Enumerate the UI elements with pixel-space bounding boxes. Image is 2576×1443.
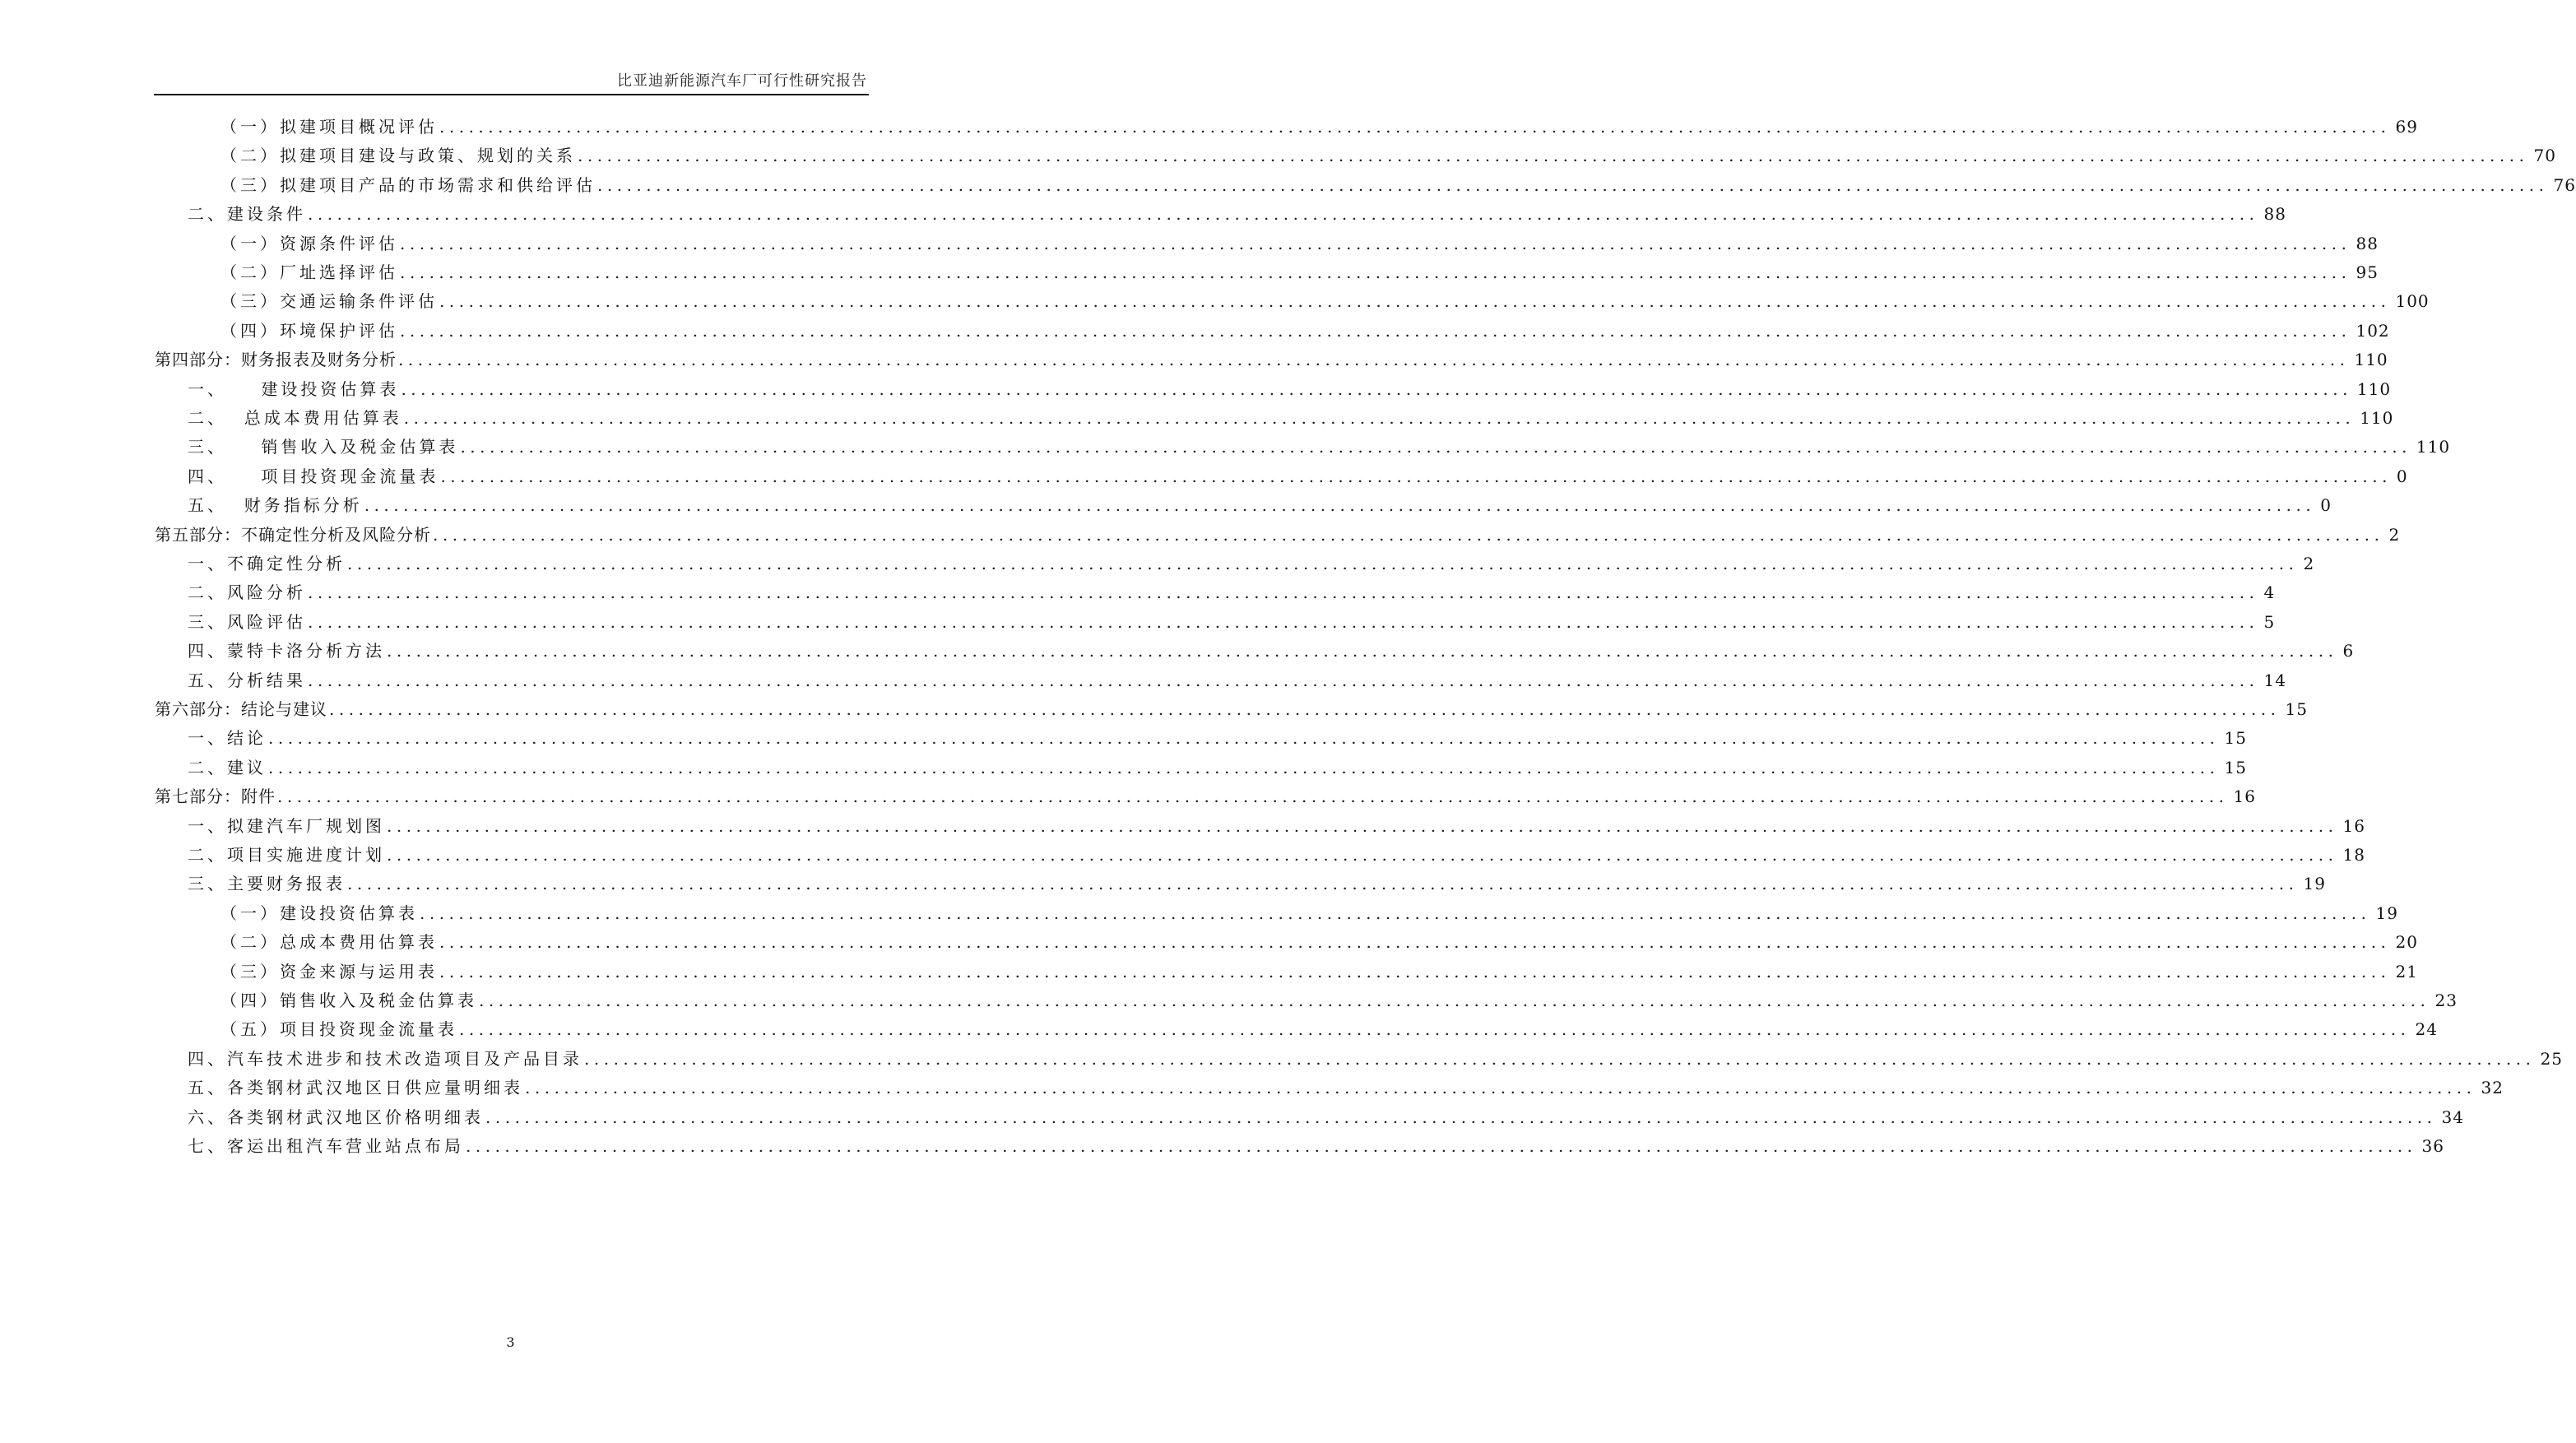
toc-entry[interactable]: [188, 725, 2247, 751]
toc-entry-page: 95: [2356, 262, 2379, 282]
toc-leader-dots: ........................................................................................................................................................................................................: [268, 758, 2220, 777]
toc-entry-title: 二、项目实施进度计划: [188, 845, 385, 865]
toc-entry-title: 一、不确定性分析: [188, 554, 346, 573]
toc-entry-title: 第六部分：结论与建议: [155, 699, 327, 719]
toc-entry-page: 16: [2233, 786, 2256, 806]
toc-entry-page: 15: [2285, 699, 2308, 719]
toc-leader-dots: ........................................................................................................................................................................................................: [277, 786, 2229, 806]
toc-leader-dots: ........................................................................................................................................................................................................: [440, 466, 2392, 486]
toc-entry-page: 36: [2421, 1136, 2444, 1156]
toc-leader-dots: ........................................................................................................................................................................................................: [329, 699, 2281, 719]
toc-entry-page: 70: [2533, 146, 2556, 165]
toc-leader-dots: ........................................................................................................................................................................................................: [387, 641, 2338, 661]
toc-entry[interactable]: [188, 405, 2394, 431]
toc-entry-page: 24: [2415, 1019, 2438, 1039]
toc-leader-dots: ........................................................................................................................................................................................................: [439, 932, 2391, 952]
toc-entry[interactable]: [220, 114, 2418, 140]
toc-entry[interactable]: [220, 958, 2418, 985]
toc-leader-dots: ........................................................................................................................................................................................................: [308, 670, 2259, 690]
toc-entry-title: 第七部分：附件: [155, 786, 276, 806]
toc-entry-title: 二、建设条件: [188, 204, 306, 224]
toc-entry-page: 88: [2263, 204, 2286, 224]
toc-entry-title: 第五部分：不确定性分析及风险分析: [155, 525, 431, 545]
toc-leader-dots: ........................................................................................................................................................................................................: [308, 204, 2259, 224]
toc-entry[interactable]: [220, 929, 2418, 955]
toc-entry[interactable]: [155, 346, 2388, 373]
toc-entry[interactable]: [188, 376, 2392, 402]
toc-leader-dots: ........................................................................................................................................................................................................: [466, 1136, 2417, 1156]
toc-leader-dots: ........................................................................................................................................................................................................: [347, 554, 2299, 573]
toc-leader-dots: ........................................................................................................................................................................................................: [439, 291, 2391, 311]
toc-entry[interactable]: [188, 813, 2365, 839]
toc-entry-page: 110: [2356, 379, 2392, 399]
toc-entry[interactable]: [188, 870, 2326, 897]
toc-entry-title: （二）拟建项目建设与政策、规划的关系: [220, 146, 576, 165]
toc-entry-page: 88: [2356, 234, 2379, 253]
toc-entry-page: 2: [2388, 525, 2401, 545]
toc-entry[interactable]: [220, 230, 2379, 257]
toc-entry-title: 一、结论: [188, 728, 267, 748]
toc-leader-dots: ........................................................................................................................................................................................................: [308, 582, 2259, 602]
toc-leader-dots: ........................................................................................................................................................................................................: [439, 962, 2391, 981]
toc-entry-page: 102: [2356, 321, 2390, 341]
toc-entry-page: 110: [2416, 437, 2451, 457]
toc-entry-page: 19: [2303, 874, 2326, 893]
toc-entry-page: 0: [2396, 466, 2408, 486]
toc-entry[interactable]: [220, 1016, 2438, 1042]
toc-entry[interactable]: [188, 550, 2315, 577]
toc-entry-title: （三）交通运输条件评估: [220, 291, 438, 311]
toc-entry[interactable]: [220, 259, 2379, 285]
toc-entry-page: 15: [2224, 758, 2247, 777]
toc-leader-dots: ........................................................................................................................................................................................................: [268, 728, 2220, 748]
toc-entry-page: 20: [2395, 932, 2418, 952]
toc-entry[interactable]: [188, 1046, 2563, 1072]
toc-entry[interactable]: [220, 288, 2430, 314]
toc-entry-page: 5: [2263, 612, 2276, 632]
toc-entry[interactable]: [220, 142, 2556, 169]
toc-entry-page: 34: [2441, 1107, 2464, 1127]
running-header: 比亚迪新能源汽车厂可行性研究报告: [617, 72, 867, 90]
toc-entry-page: 25: [2540, 1049, 2563, 1069]
toc-entry[interactable]: [188, 201, 2286, 227]
toc-entry-page: 23: [2434, 991, 2458, 1010]
toc-entry[interactable]: [188, 1133, 2444, 1159]
toc-leader-dots: ........................................................................................................................................................................................................: [460, 437, 2411, 457]
toc-entry[interactable]: [155, 696, 2308, 722]
toc-entry-page: 21: [2395, 962, 2418, 981]
toc-entry-title: 四、蒙特卡洛分析方法: [188, 641, 385, 661]
toc-entry[interactable]: [220, 172, 2576, 198]
toc-entry-page: 6: [2342, 641, 2355, 661]
toc-entry-title: 四、汽车技术进步和技术改造项目及产品目录: [188, 1049, 583, 1069]
toc-entry[interactable]: [188, 463, 2408, 490]
toc-entry[interactable]: [188, 1104, 2464, 1130]
toc-leader-dots: ........................................................................................................................................................................................................: [420, 903, 2371, 923]
toc-leader-dots: ........................................................................................................................................................................................................: [433, 525, 2384, 545]
toc-entry-title: （五）项目投资现金流量表: [220, 1019, 457, 1039]
toc-entry-title: 一、拟建汽车厂规划图: [188, 816, 385, 836]
toc-entry[interactable]: [220, 987, 2458, 1014]
toc-entry-page: 110: [2360, 408, 2394, 428]
toc-leader-dots: ........................................................................................................................................................................................................: [400, 262, 2351, 282]
toc-entry-title: （一）建设投资估算表: [220, 903, 418, 923]
toc-entry-title: 七、客运出租汽车营业站点布局: [188, 1136, 464, 1156]
toc-leader-dots: ........................................................................................................................................................................................................: [597, 175, 2549, 195]
page-number: 3: [506, 1334, 515, 1350]
toc-entry[interactable]: [220, 900, 2398, 926]
toc-leader-dots: ........................................................................................................................................................................................................: [387, 816, 2338, 836]
toc-entry-title: 五、各类钢材武汉地区日供应量明细表: [188, 1078, 523, 1097]
toc-entry-title: （一）资源条件评估: [220, 234, 398, 253]
toc-entry-title: 二、 总成本费用估算表: [188, 408, 402, 428]
toc-entry[interactable]: [188, 434, 2451, 460]
toc-entry-page: 32: [2481, 1078, 2504, 1097]
toc-entry-page: 14: [2263, 670, 2286, 690]
toc-entry-title: （四）环境保护评估: [220, 321, 398, 341]
toc-leader-dots: ........................................................................................................................................................................................................: [400, 321, 2351, 341]
toc-entry-title: （三）拟建项目产品的市场需求和供给评估: [220, 175, 596, 195]
toc-entry[interactable]: [188, 1074, 2504, 1101]
toc-leader-dots: ........................................................................................................................................................................................................: [584, 1049, 2536, 1069]
toc-leader-dots: ........................................................................................................................................................................................................: [387, 845, 2338, 865]
toc-entry-title: 五、 财务指标分析: [188, 495, 363, 515]
toc-leader-dots: ........................................................................................................................................................................................................: [364, 495, 2316, 515]
toc-entry[interactable]: [188, 609, 2276, 635]
toc-entry[interactable]: [188, 842, 2365, 868]
toc-entry[interactable]: [155, 783, 2256, 810]
toc-entry-page: 2: [2303, 554, 2315, 573]
toc-leader-dots: ........................................................................................................................................................................................................: [347, 874, 2299, 893]
toc-entry-title: 一、 建设投资估算表: [188, 379, 400, 399]
toc-entry-page: 0: [2320, 495, 2332, 515]
toc-leader-dots: ........................................................................................................................................................................................................: [485, 1107, 2437, 1127]
toc-leader-dots: ........................................................................................................................................................................................................: [403, 408, 2356, 428]
toc-entry[interactable]: [188, 492, 2332, 518]
toc-entry-page: 76: [2553, 175, 2576, 195]
toc-entry-title: （二）总成本费用估算表: [220, 932, 438, 952]
toc-entry-title: 第四部分：财务报表及财务分析: [155, 350, 397, 369]
toc-leader-dots: ........................................................................................................................................................................................................: [525, 1078, 2476, 1097]
toc-entry-page: 15: [2224, 728, 2247, 748]
toc-leader-dots: ........................................................................................................................................................................................................: [459, 1019, 2411, 1039]
toc-entry-page: 18: [2342, 845, 2365, 865]
toc-entry-title: （一）拟建项目概况评估: [220, 117, 438, 137]
toc-entry-title: 四、 项目投资现金流量表: [188, 466, 439, 486]
toc-leader-dots: ........................................................................................................................................................................................................: [479, 991, 2430, 1010]
toc-leader-dots: ........................................................................................................................................................................................................: [398, 350, 2350, 369]
toc-entry-page: 110: [2354, 350, 2388, 369]
toc-entry[interactable]: [188, 638, 2355, 664]
toc-entry-title: 二、风险分析: [188, 582, 306, 602]
toc-entry-page: 69: [2395, 117, 2418, 137]
toc-leader-dots: ........................................................................................................................................................................................................: [400, 234, 2351, 253]
toc-entry-title: （二）厂址选择评估: [220, 262, 398, 282]
toc-entry-title: （四）销售收入及税金估算表: [220, 991, 477, 1010]
toc-entry-title: 三、风险评估: [188, 612, 306, 632]
toc-entry-page: 16: [2342, 816, 2365, 836]
toc-leader-dots: ........................................................................................................................................................................................................: [578, 146, 2529, 165]
toc-entry-title: 二、建议: [188, 758, 267, 777]
toc-entry-page: 4: [2263, 582, 2276, 602]
toc-entry[interactable]: [188, 754, 2247, 781]
toc-entry-title: 五、分析结果: [188, 670, 306, 690]
toc-entry-page: 19: [2375, 903, 2398, 923]
toc-entry[interactable]: [188, 579, 2276, 606]
toc-entry[interactable]: [220, 318, 2390, 344]
toc-leader-dots: ........................................................................................................................................................................................................: [401, 379, 2352, 399]
toc-entry-page: 100: [2395, 291, 2430, 311]
toc-leader-dots: ........................................................................................................................................................................................................: [439, 117, 2391, 137]
toc-leader-dots: ........................................................................................................................................................................................................: [308, 612, 2259, 632]
toc-entry[interactable]: [188, 667, 2286, 694]
toc-entry[interactable]: [155, 522, 2401, 548]
toc-entry-title: 三、主要财务报表: [188, 874, 346, 893]
toc-entry-title: 三、 销售收入及税金估算表: [188, 437, 459, 457]
toc-entry-title: 六、各类钢材武汉地区价格明细表: [188, 1107, 484, 1127]
toc-entry-title: （三）资金来源与运用表: [220, 962, 438, 981]
